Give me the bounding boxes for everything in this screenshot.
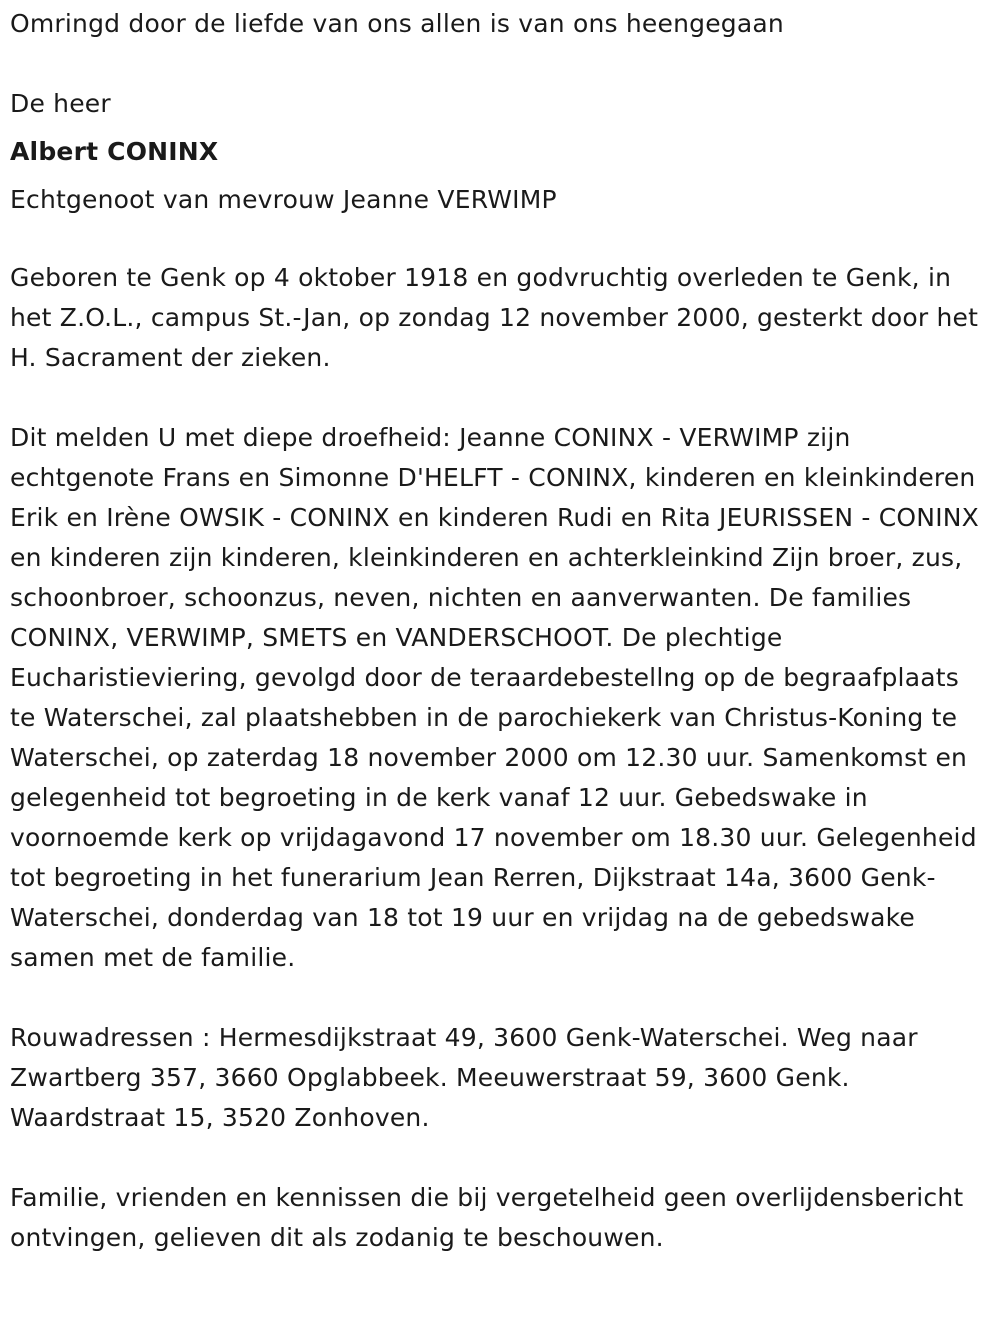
birth-death-paragraph: Geboren te Genk op 4 oktober 1918 en godvruchtig overleden te Genk, in het Z.O.L., campus St.-Jan, op zondag 12 november 2000, gesterkt door het H. Sacrament der zieken. (10, 263, 979, 372)
announcement-paragraph: Dit melden U met diepe droefheid: Jeanne CONINX - VERWIMP zijn echtgenote Frans en Simonne D'HELFT - CONINX, kinderen en kleinkinderen Erik en Irène OWSIK - CONINX en kinderen Rudi en Rita JEURISSEN - CONINX en kinderen zijn kinderen, kleinkinderen en achterkleinkind Zijn broer, zus, schoonbroer, schoonzus, neven, nichten en aanverwanten. De families CONINX, VERWIMP, SMETS en VANDERSCHOOT. De plechtige Eucharistieviering, gevolgd door de teraardebestellng op de begraafplaats te Waterschei, zal plaatshebben in de parochiekerk van Christus-Koning te Waterschei, op zaterdag 18 november 2000 om 12.30 uur. Samenkomst en gelegenheid tot begroeting in de kerk vanaf 12 uur. Gebedswake in voornoemde kerk op vrijdagavond 17 november om 18.30 uur. Gelegenheid tot begroeting in het funerarium Jean Rerren, Dijkstraat 14a, 3600 Genk-Waterschei, donderdag van 18 tot 19 uur en vrijdag na de gebedswake samen met de familie. (10, 423, 980, 972)
salutation: De heer (10, 89, 111, 118)
intro-line: Omringd door de liefde van ons allen is van ons heengegaan (10, 9, 784, 38)
spouse-line: Echtgenoot van mevrouw Jeanne VERWIMP (10, 185, 557, 214)
closing-paragraph: Familie, vrienden en kennissen die bij vergetelheid geen overlijdensbericht ontvingen, gelieven dit als zodanig te beschouwen. (10, 1183, 964, 1252)
addresses-paragraph: Rouwadressen : Hermesdijkstraat 49, 3600 Genk-Waterschei. Weg naar Zwartberg 357, 3660 Opglabbeek. Meeuwerstraat 59, 3600 Genk. Waardstraat 15, 3520 Zonhoven. (10, 1023, 918, 1132)
deceased-name: Albert CONINX (10, 137, 219, 166)
